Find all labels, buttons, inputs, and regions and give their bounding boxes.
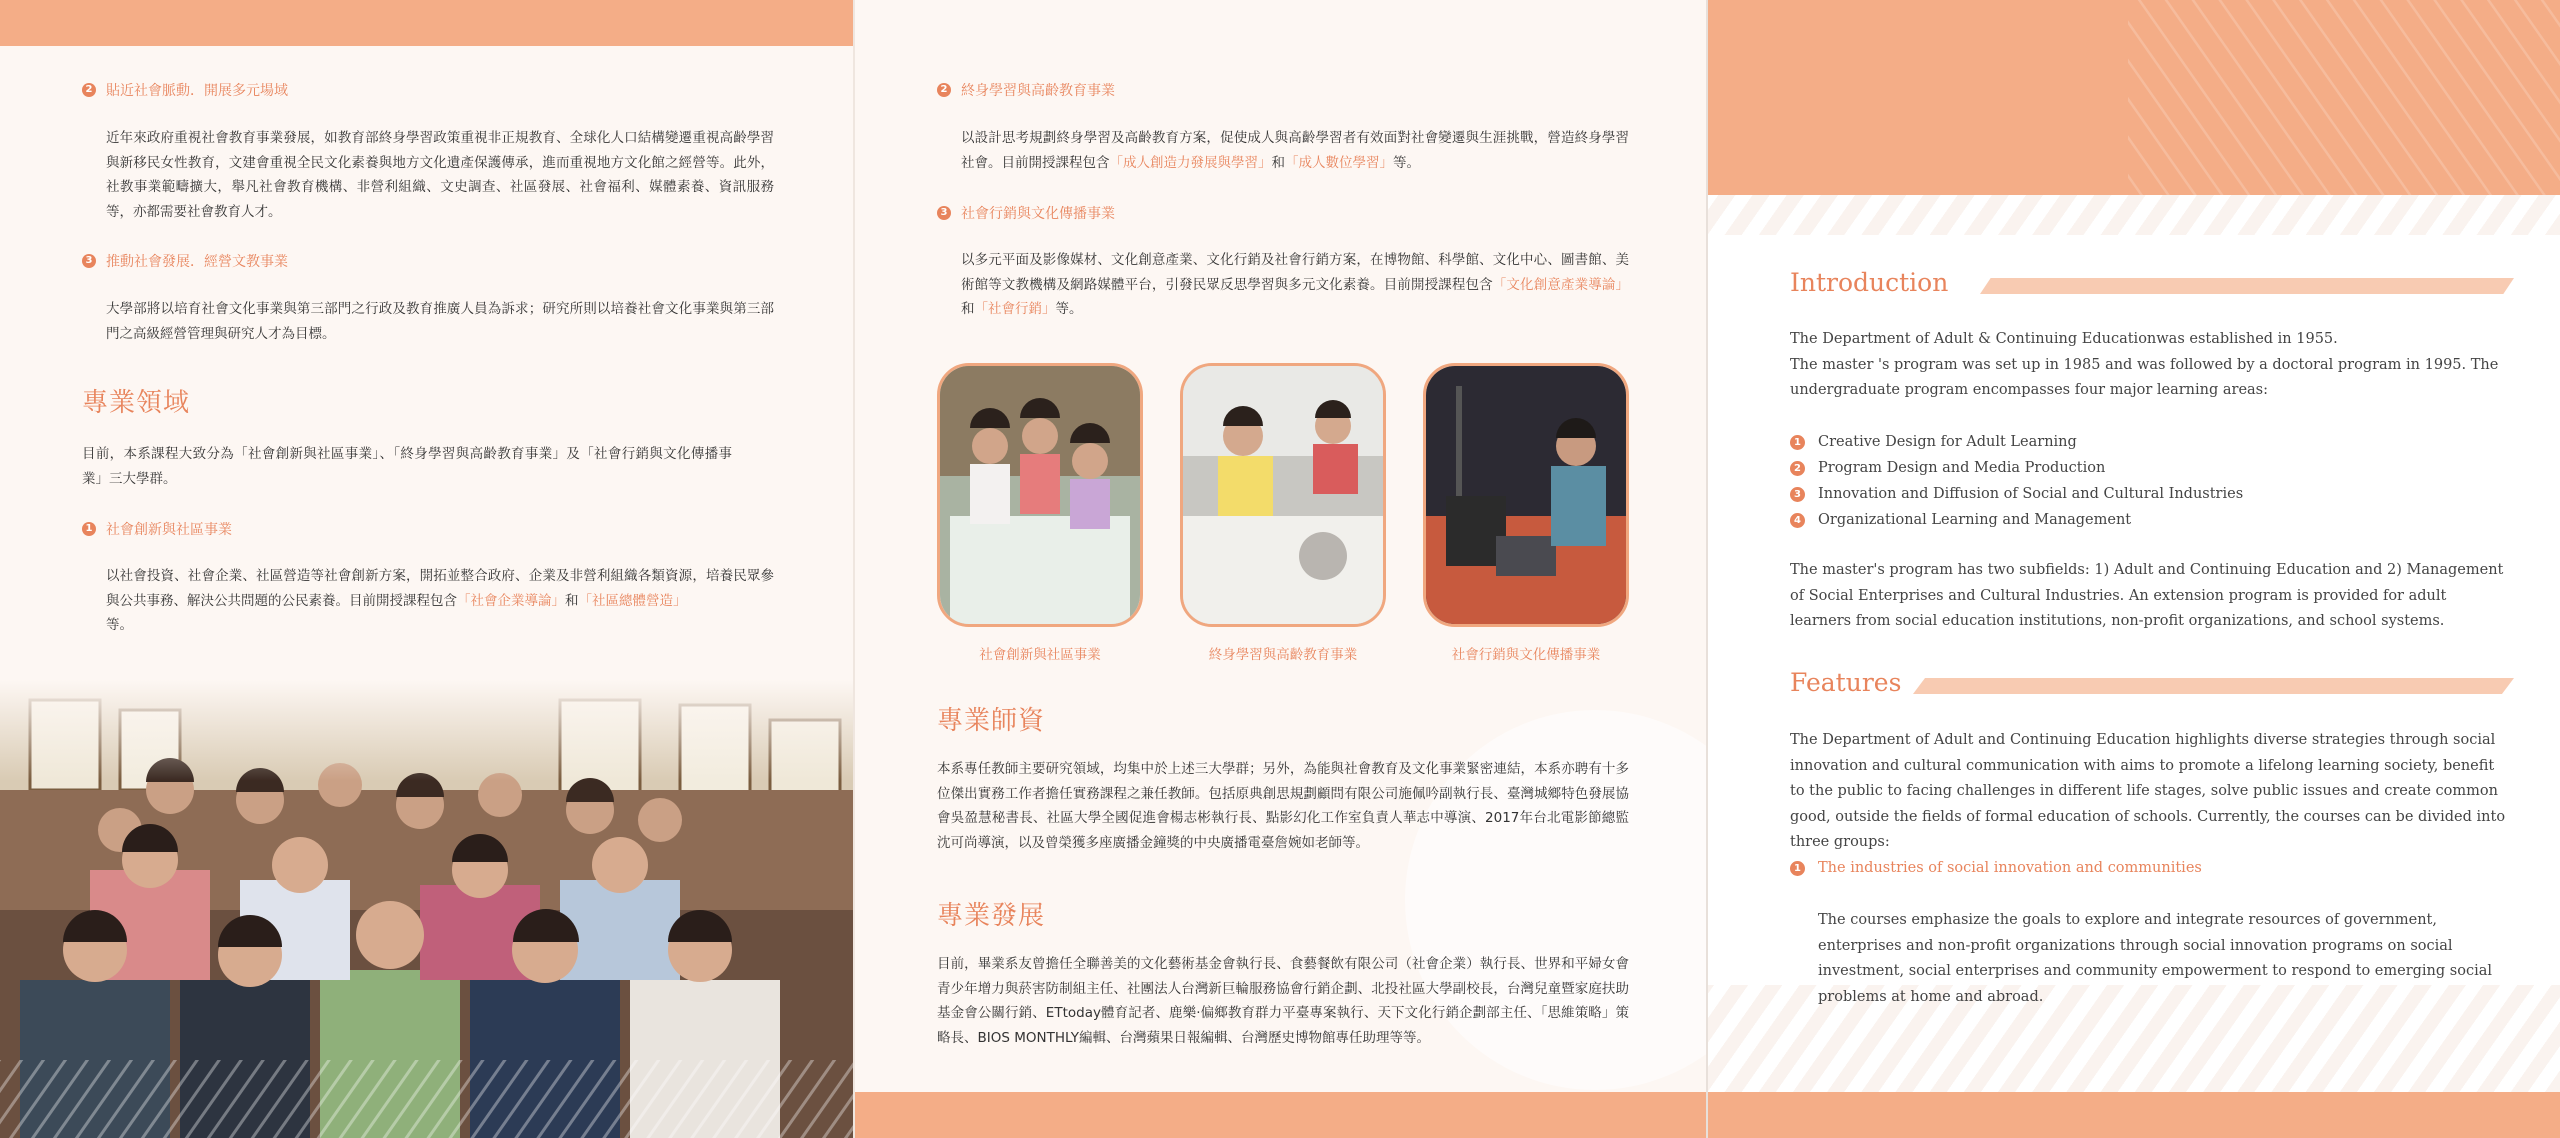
photo-social-marketing [1423,363,1629,627]
page-middle [853,0,1706,1138]
intro-line: undergraduate program encompasses four major learning areas: [1790,382,2268,398]
area1-title: 社會創新與社區事業 [106,522,232,538]
number-badge: 1 [1790,435,1805,450]
features-title: Features [1790,668,1902,697]
group1-body: The courses emphasize the goals to explore and integrate resources of government, enterprises and non-profit organizations through social innovation programs on social investment, social enterprises and community empowerment to respond to emerging social problems at home and abroad. [1818,912,2493,1005]
area2-body [961,126,1629,175]
area-list-item [1790,512,2131,528]
course-highlight: 「社區總體營造」 [578,592,687,609]
area-list-item [1790,486,2243,502]
bottom-band [1708,1092,2560,1138]
area1-text: 以社會投資、社會企業、社區營造等社會創新方案，開拓並整合政府、企業及非營利組織各類資源，培養民眾參與公共事務、解決公共問題的公民素養。目前開授課程包含 [106,568,774,609]
number-badge: 1 [82,522,96,536]
introduction-body [1790,327,2510,404]
area2-text: 以設計思考規劃終身學習及高齡教育方案，促使成人與高齡學習者有效面對社會變遷與生涯挑戰，營造終身學習社會。目前開授課程包含 [961,130,1629,171]
intro-line: The Department of Adult & Continuing Educationwas established in 1955. [1790,331,2338,347]
area1-tail: 等。 [106,617,133,633]
area2-title: 終身學習與高齡教育事業 [961,83,1115,99]
course-highlight: 「文化創意產業導論」 [1492,276,1630,293]
area-list-item [1790,434,2077,450]
group1-title: The industries of social innovation and communities [1818,860,2202,876]
master-program-body: The master's program has two subfields: 1) Adult and Continuing Education and 2) Management of Social Enterprises and Cultural Industries. An extension program is provided for adult learners from social education institutions, non-profit organizations, and school systems. [1790,562,2504,629]
group1-heading [1790,860,2202,876]
area1-heading [82,519,232,539]
caption-2: 終身學習與高齡教育事業 [1208,647,1358,663]
number-badge: 3 [82,254,96,268]
caption-1: 社會創新與社區事業 [979,647,1101,663]
photo-social-innovation [937,363,1143,627]
area3-tail: 等。 [1055,301,1083,317]
section-title-faculty: 專業師資 [937,706,1046,736]
item3-heading [82,251,288,271]
area3-text: 以多元平面及影像媒材、文化創意產業、文化行銷及社會行銷方案，在博物館、科學館、文化中心、圖書館、美術館等文教機構及網路媒體平台，引發民眾反思學習與多元文化素養。目前開授課程包含 [961,252,1629,293]
item2-body: 近年來政府重視社會教育事業發展，如教育部終身學習政策重視非正規教育、全球化人口結構變遷重視高齡學習與新移民女性教育，文建會重視全民文化素養與地方文化遺產保護傳承，進而重視地方文化館之經營等。此外，社教事業範疇擴大，舉凡社會教育機構、非營利組織、文史調查、社區發展、社會福利、媒體素養、資訊服務等，亦都需要社會教育人才。 [106,130,774,220]
area3-heading [937,203,1115,223]
number-badge: 2 [1790,461,1805,476]
number-badge: 2 [937,83,951,97]
section-title-fields: 專業領域 [82,388,191,418]
intro-line: The master 's program was set up in 1985 and was followed by a doctoral program in 1995. The [1790,356,2499,373]
course-highlight: 「社會企業導論」 [457,592,565,609]
title-bar [1980,278,2514,294]
area-label: Creative Design for Adult Learning [1818,434,2077,450]
number-badge: 1 [1790,861,1805,876]
item2-heading [82,80,288,100]
caption-3: 社會行銷與文化傳播事業 [1451,647,1601,663]
introduction-title: Introduction [1790,268,1949,297]
title-bar [1913,678,2514,694]
section-title-development: 專業發展 [937,901,1046,931]
area-label: Innovation and Diffusion of Social and Cultural Industries [1818,486,2244,502]
course-highlight: 「社會行銷」 [974,301,1056,317]
item2-title: 貼近社會脈動．開展多元場域 [106,83,288,99]
conjunction: 和 [1271,154,1285,171]
course-highlight: 「成人創造力發展與學習」 [1109,154,1272,171]
page-left [0,0,853,1138]
area3-title: 社會行銷與文化傳播事業 [961,206,1115,222]
area-label: Organizational Learning and Management [1818,512,2132,528]
item3-title: 推動社會發展．經營文教事業 [106,254,288,270]
development-body: 目前，畢業系友曾擔任全聯善美的文化藝術基金會執行長、食藝餐飲有限公司（社會企業）執行長、世界和平婦女會青少年增力與菸害防制組主任、社團法人台灣新巨輪服務協會行銷企劃、北投社區大學副校長，台灣兒童暨家庭扶助基金會公關行銷、ETtoday體育記者、鹿樂·偏鄉教育群力平臺專案執行、天下文化行銷企劃部主任、「思維策略」策略長、BIOS MONTHLY編輯、台灣蘋果日報編輯、台灣歷史博物館專任助理等等。 [937,956,1629,1046]
top-band [0,0,853,46]
area3-body [961,248,1629,322]
number-badge: 4 [1790,513,1805,528]
number-badge: 3 [1790,487,1805,502]
area2-tail: 等。 [1393,154,1420,171]
features-body: The Department of Adult and Continuing Education highlights diverse strategies through social innovation and cultural communication with aims to promote a lifelong learning society, benefit to the public to facing challenges in different life stages, solve public issues and create common good, outside the fields of formal education of schools. Currently, the courses can be divided into three groups: [1790,732,2506,850]
area-list-item [1790,460,2105,476]
top-color-block [1708,0,2560,195]
conjunction: 和 [565,592,579,609]
area2-heading [937,80,1115,100]
section-body-fields: 目前，本系課程大致分為「社會創新與社區事業」、「終身學習與高齡教育事業」及「社會行銷與文化傳播事業」三大學群。 [82,446,732,487]
number-badge: 2 [82,83,96,97]
stripe-divider [1708,195,2560,235]
photo-lifelong-learning [1180,363,1386,627]
faculty-body: 本系專任教師主要研究領域，均集中於上述三大學群；另外，為能與社會教育及文化事業緊密連結，本系亦聘有十多位傑出實務工作者擔任實務課程之兼任教師。包括原典創思規劃顧問有限公司施佩吟副執行長、臺灣城鄉特色發展協會吳盈慧秘書長、社區大學全國促進會楊志彬執行長、點影幻化工作室負責人華志中導演、2017年台北電影節總監沈可尚導演，以及曾榮獲多座廣播金鐘獎的中央廣播電臺詹婉如老師等。 [937,761,1629,851]
page-right [1706,0,2560,1138]
area-label: Program Design and Media Production [1818,460,2106,476]
item3-body: 大學部將以培育社會文化事業與第三部門之行政及教育推廣人員為訴求；研究所則以培養社會文化事業與第三部門之高級經營管理與研究人才為目標。 [106,301,774,342]
area1-body [106,564,774,638]
course-highlight: 「成人數位學習」 [1285,154,1393,171]
number-badge: 3 [937,206,951,220]
conjunction: 和 [961,301,975,317]
group-photo [0,680,853,1138]
